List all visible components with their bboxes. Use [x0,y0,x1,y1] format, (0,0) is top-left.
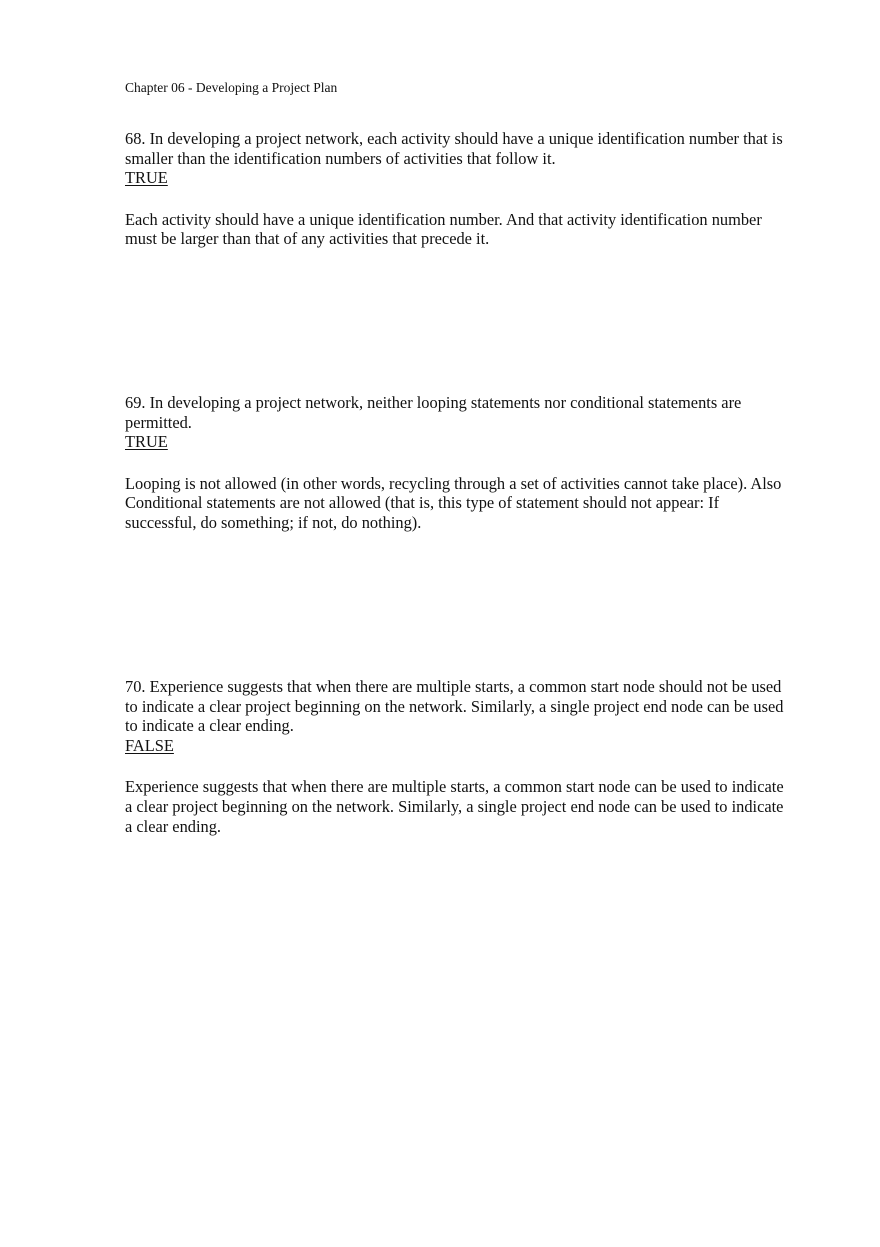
answer-label: TRUE [125,168,168,188]
explanation-text: Looping is not allowed (in other words, recycling through a set of activities cannot take place). Also Conditional statements are not allowed (that is, this type of statement should not appear: If successful, do something; if not, do nothing). [125,473,782,532]
question-text: 68. In developing a project network, each activity should have a unique identification number that is smaller than the identification numbers of activities that follow it. [125,129,783,168]
question-block-70 [125,677,785,836]
question-text: 70. Experience suggests that when there are multiple starts, a common start node should not be used to indicate a clear project beginning on the network. Similarly, a single project end node can be used to indicate a clear ending. [125,677,784,736]
question-text: 69. In developing a project network, neither looping statements nor conditional statements are permitted. [125,393,742,432]
answer-label: TRUE [125,432,168,452]
explanation-text: Experience suggests that when there are multiple starts, a common start node can be used to indicate a clear project beginning on the network. Similarly, a single project end node can be used to indicate a clear ending. [125,777,784,836]
question-block-69 [125,393,785,533]
explanation-text: Each activity should have a unique identification number. And that activity identification number must be larger than that of any activities that precede it. [125,209,762,249]
chapter-header: Chapter 06 - Developing a Project Plan [125,80,338,95]
question-block-68 [125,129,785,249]
answer-label: FALSE [125,735,174,755]
